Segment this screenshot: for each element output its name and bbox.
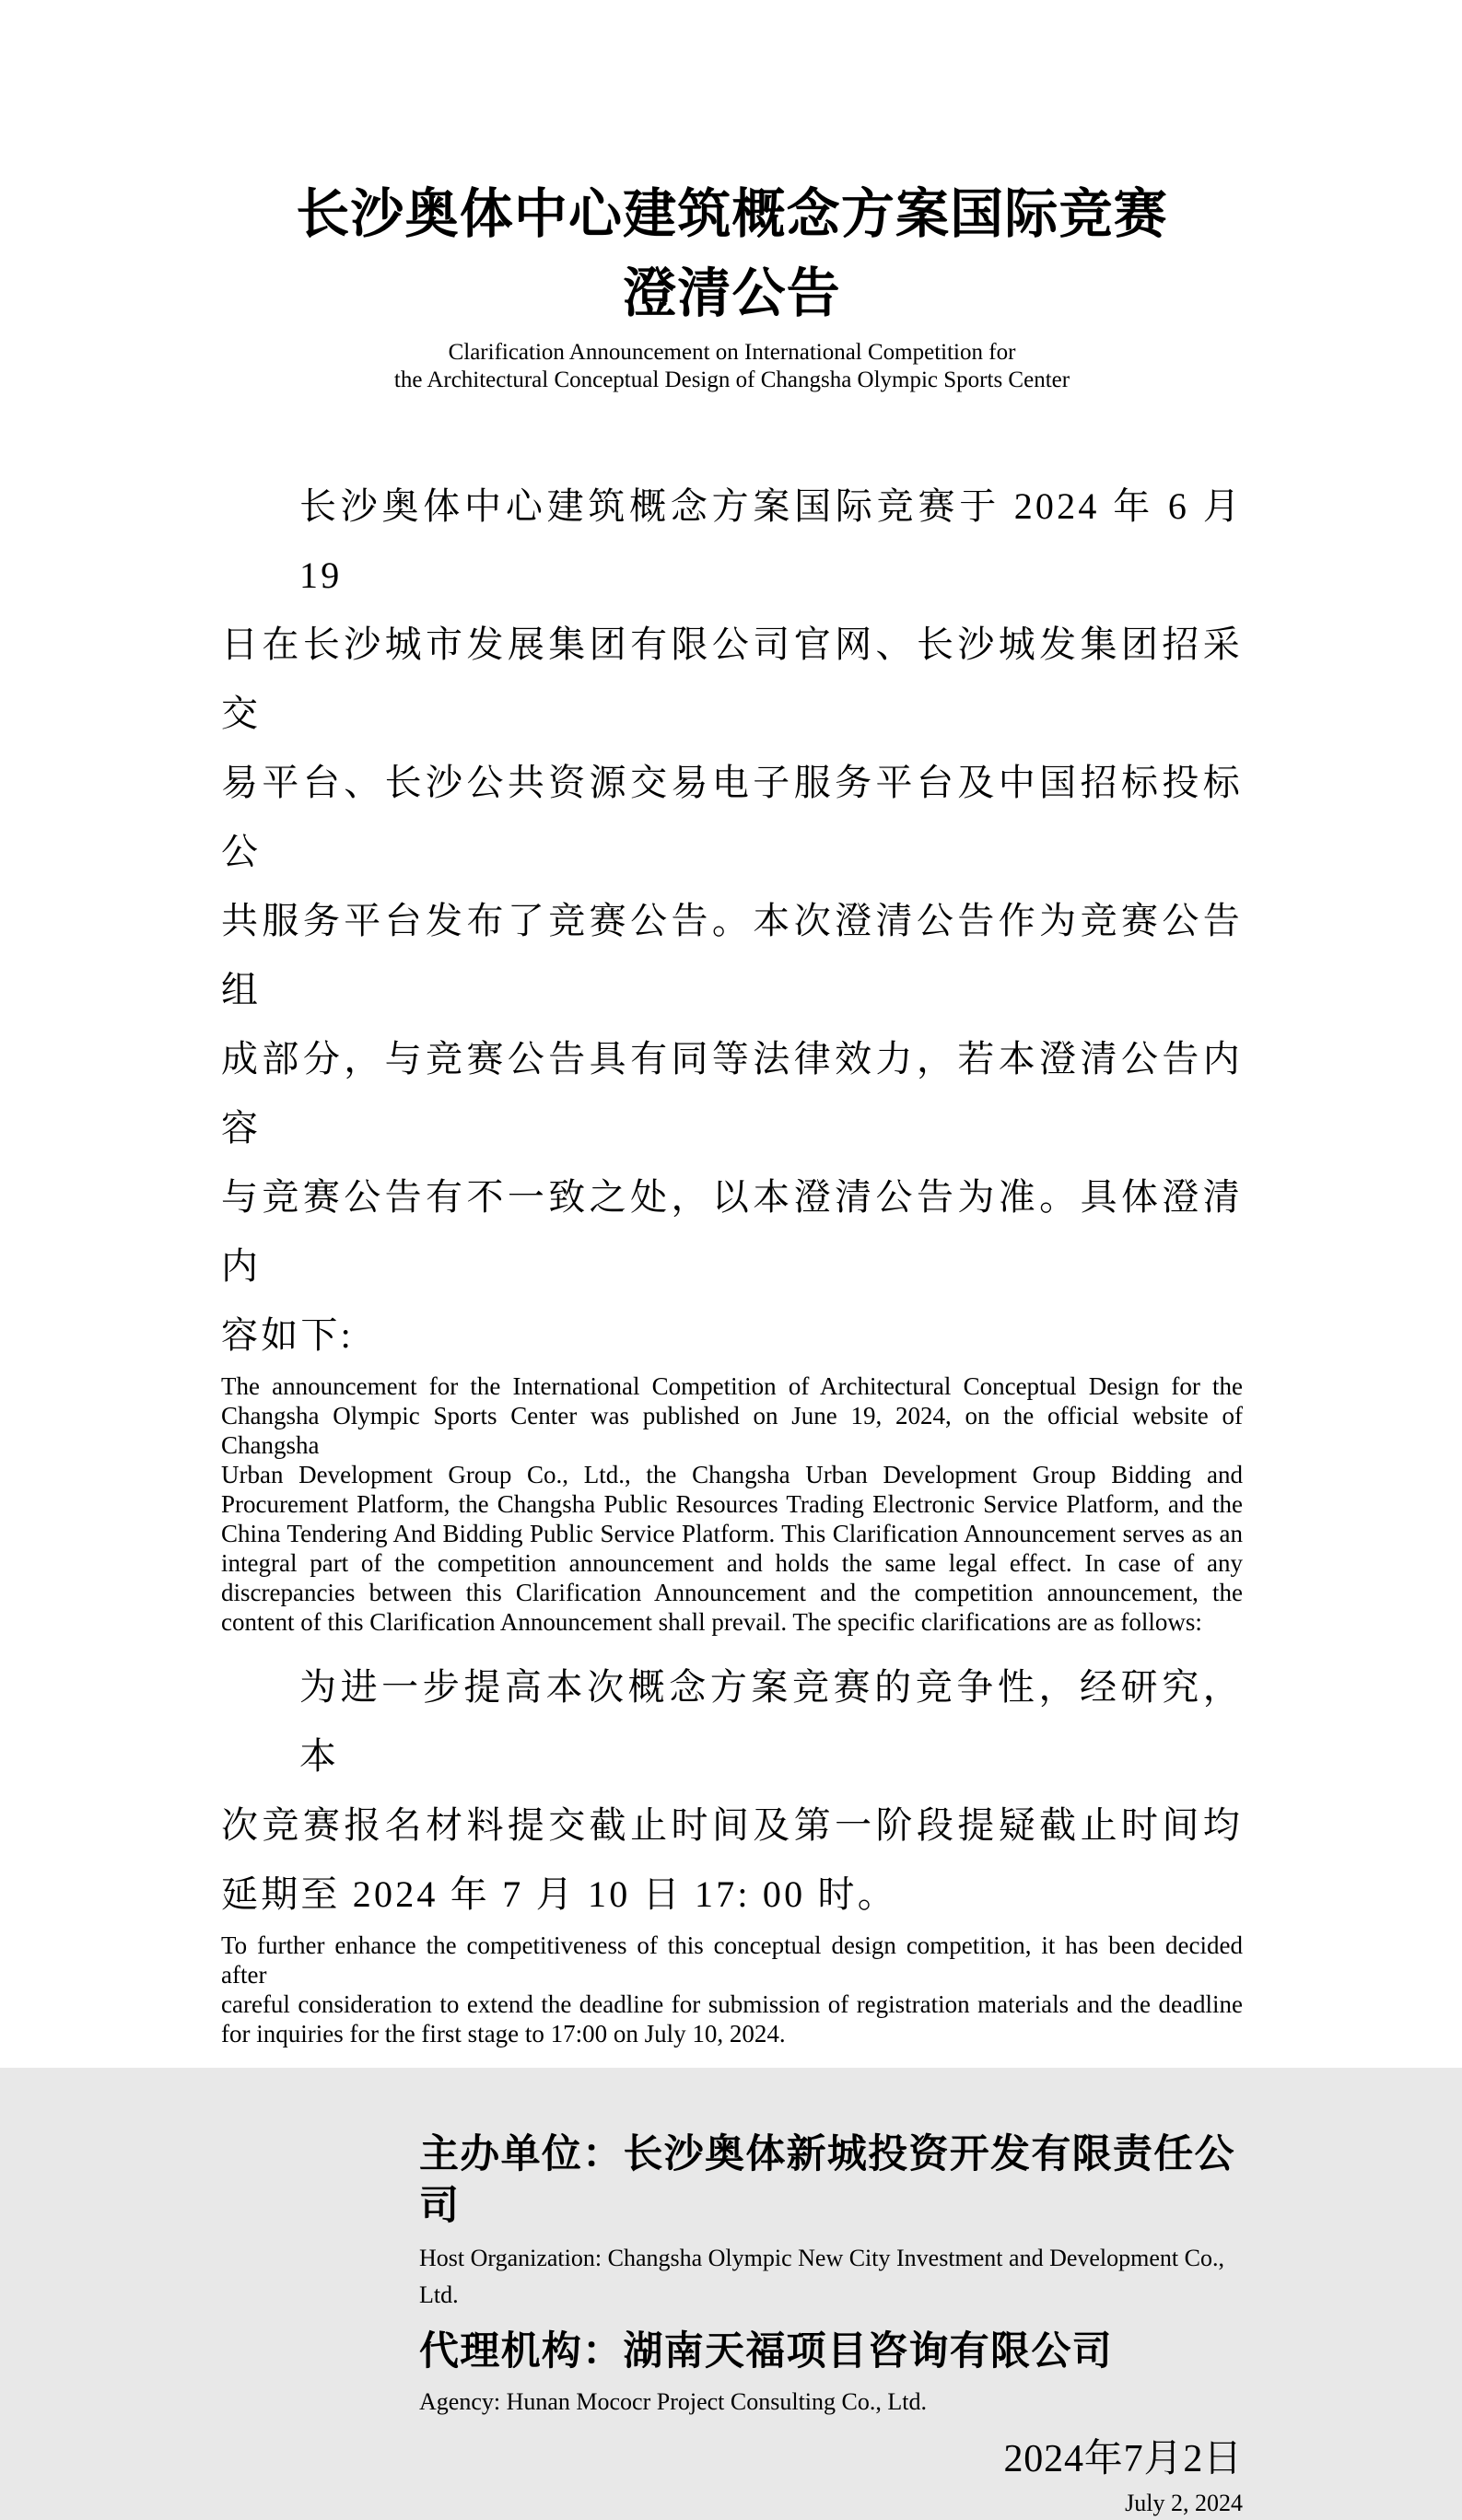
host-line-en: Host Organization: Changsha Olympic New City Investment and Development Co., Ltd. bbox=[419, 2245, 1224, 2308]
date-line-en: July 2, 2024 bbox=[1125, 2490, 1243, 2516]
text-line: To further enhance the competitiveness of this conceptual design competition, it has been decided after bbox=[221, 1931, 1243, 1989]
paragraph-zh-2 bbox=[221, 1652, 1243, 1929]
paragraph-en-2 bbox=[221, 1931, 1243, 2048]
text-line: 长沙奥体中心建筑概念方案国际竞赛于 2024 年 6 月 19 bbox=[299, 485, 1243, 596]
document-content bbox=[221, 0, 1243, 2520]
text-line: 成部分，与竞赛公告具有同等法律效力，若本澄清公告内容 bbox=[221, 1038, 1243, 1149]
paragraph-zh-1 bbox=[221, 472, 1243, 1370]
text-line: discrepancies between this Clarification Announcement and the competition announcement, the bbox=[221, 1579, 1243, 1606]
text-line: 次竞赛报名材料提交截止时间及第一阶段提疑截止时间均 bbox=[221, 1804, 1243, 1846]
text-line: 为进一步提高本次概念方案竞赛的竞争性，经研究，本 bbox=[299, 1666, 1243, 1777]
text-line: 容如下: bbox=[221, 1314, 354, 1356]
text-line: for inquiries for the first stage to 17:00 on July 10, 2024. bbox=[221, 2020, 786, 2048]
text-line: content of this Clarification Announcement shall prevail. The specific clarifications are as follows: bbox=[221, 1608, 1202, 1636]
text-line: China Tendering And Bidding Public Service Platform. This Clarification Announcement serves as an bbox=[221, 1520, 1243, 1547]
subtitle-line-2: the Architectural Conceptual Design of Changsha Olympic Sports Center bbox=[393, 368, 1070, 392]
page-subtitle bbox=[221, 339, 1243, 394]
agency-line-zh: 代理机构：湖南天福项目咨询有限公司 bbox=[419, 2330, 1113, 2374]
date-line-zh: 2024年7月2日 bbox=[1003, 2438, 1243, 2480]
text-line: 易平台、长沙公共资源交易电子服务平台及中国招标投标公 bbox=[221, 762, 1243, 872]
text-line: 共服务平台发布了竞赛公告。本次澄清公告作为竞赛公告组 bbox=[221, 900, 1243, 1010]
agency-line-en: Agency: Hunan Mococr Project Consulting Co., Ltd. bbox=[419, 2388, 927, 2415]
host-line-zh: 主办单位：长沙奥体新城投资开发有限责任公司 bbox=[419, 2133, 1235, 2228]
subtitle-line-1: Clarification Announcement on International Competition for bbox=[448, 340, 1016, 365]
date-block bbox=[221, 2433, 1243, 2520]
text-line: careful consideration to extend the deadline for submission of registration materials and the deadline bbox=[221, 1990, 1243, 2018]
title-line-1: 长沙奥体中心建筑概念方案国际竞赛 bbox=[296, 184, 1168, 244]
page-title bbox=[221, 175, 1243, 333]
text-line: Procurement Platform, the Changsha Public Resources Trading Electronic Service Platform, and the bbox=[221, 1490, 1243, 1518]
text-line: 与竞赛公告有不一致之处，以本澄清公告为准。具体澄清内 bbox=[221, 1176, 1243, 1287]
text-line: integral part of the competition announcement and holds the same legal effect. In case of any bbox=[221, 1549, 1243, 1577]
text-line: 延期至 2024 年 7 月 10 日 17: 00 时。 bbox=[221, 1873, 897, 1915]
paragraph-en-1 bbox=[221, 1371, 1243, 1637]
signature-block bbox=[221, 2129, 1243, 2421]
text-line: The announcement for the International Competition of Architectural Conceptual Design for the bbox=[221, 1372, 1243, 1400]
text-line: 日在长沙城市发展集团有限公司官网、长沙城发集团招采交 bbox=[221, 624, 1243, 734]
text-line: Changsha Olympic Sports Center was published on June 19, 2024, on the official website of Changsha bbox=[221, 1402, 1243, 1459]
text-line: Urban Development Group Co., Ltd., the Changsha Urban Development Group Bidding and bbox=[221, 1461, 1243, 1488]
title-line-2: 澄清公告 bbox=[623, 263, 841, 323]
